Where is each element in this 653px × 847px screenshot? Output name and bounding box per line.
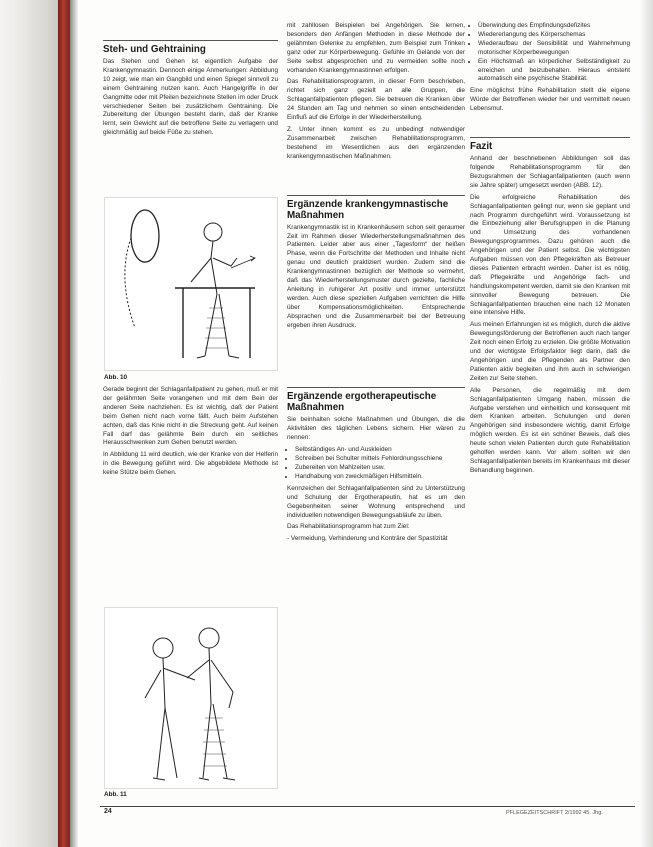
figure-11-assisted-walking	[104, 607, 278, 789]
goal-list	[470, 22, 630, 84]
heading-ergotherapie: Ergänzende ergotherapeutische Maßnahmen	[287, 387, 465, 413]
figure-10-standing-exercise	[104, 197, 278, 371]
paragraph-reha-wuerde: Eine möglichst frühe Rehabilitation stellt die eigene Würde der Betroffenen wieder her und vermittelt neuen Lebensmut.	[470, 87, 630, 113]
list-item: • Zubereiten von Mahlzeiten usw.	[295, 464, 465, 473]
figure-10-illustration	[105, 198, 277, 370]
paragraph-fazit-2: Die erfolgreiche Rehabilitation des Schlaganfallpatienten gelingt nur, wenn sie geplant und nach Programm durchgeführt wird. Voraussetzung ist die Einbeziehung aller Berufsgruppen in die Planung und Umsetzung des vorhandenen Bewegungsprogrammes. Dazu gehören auch die Angehörigen und der Patient selbst. Die wichtigsten Aufgaben müssen von den Pflegekräften als Betreuer dieses Patienten erbracht werden. Daher ist es nötig, daß Pflegekräfte und Angehörige fach- und handlungskompetent werden, damit sie den Kranken mit sinnvoller Bewegung betreuen. Die Schlaganfallpatienten brauchen eine nach 12 Monaten eine intensive Hilfe.	[470, 193, 630, 317]
footer-rule	[100, 806, 635, 807]
list-item: • Ein Höchstmaß an körperlicher Selbständigkeit zu erreichen und beizubehalten. Hieraus entsteht automatisch eine psychische Stabilität.	[478, 58, 630, 85]
figure-11-illustration	[105, 608, 277, 788]
paragraph-gehen: Gerade beginnt der Schlaganfallpatient zu gehen, muß er mit der gelähmten Seite vorangehen und mit dem Bein der anderen Seite nachziehen. Es ist wichtig, daß der Patient beim Gehen nicht nach vorne fällt. Auch beim Aufstehen achten, daß das Knie nicht in die Streckung geht. Auf keinen Fall darf das gelähmte Bein durch ein seitliches Herausschwenken zum Gehen benutzt werden.	[103, 386, 278, 447]
column-2	[287, 22, 465, 547]
figure-10-caption: Abb. 10	[104, 374, 128, 381]
paragraph-ziel-item: - Vermeidung, Verhinderung und Konträre der Spastizität	[287, 535, 448, 543]
page-fold	[70, 0, 78, 847]
paragraph-abb11-ref: In Abbildung 11 wird deutlich, wie der Kranke von der Helferin in die Bewegung geführt wird. Die abgebildete Methode ist keine Stütze beim Gehen.	[103, 451, 278, 477]
paragraph-rehaprogramm: Das Rehabilitationsprogramm, in dieser Form beschrieben, richtet sich ganz gezielt an alle Gruppen, die Schlaganfallpatienten pflegen. Sie betreuen die Kranken über 24 Stunden am Tag und nehmen so einen entscheidenden Einfluß auf die Erfolge in der Wiederherstellung.	[287, 78, 465, 122]
list-item: • Schreiben bei Schulter mittels Fehlordnungsschiene	[295, 455, 465, 464]
page-number: 24	[104, 808, 112, 815]
paragraph-ergo-after: Kennzeichen der Schlaganfallpatienten sind zu Unterstützung und Schulung der Ergotherapeutin, hat es um den Gegebenheiten seiner Wohnung entsprechend und individuellen notwendigen Bewegungsabläufe zu üben.	[287, 484, 465, 519]
column-1-after-fig10	[103, 386, 278, 481]
column-3	[470, 22, 630, 479]
list-item: • Wiedererlangung des Körperschemas	[478, 31, 630, 40]
heading-fazit: Fazit	[470, 137, 630, 152]
book-spine-red	[58, 0, 70, 847]
paragraph-col2-intro: mit zahllosen Beispielen bei Angehörigen. Sie lernen, besonders den Anfängen Methoden in diese Methode der gelähmten Gelenke zu empfehlen, zum Beispiel zum Trinken ganz oder zur Körperbewegung. Gefühle im Gelände von der Seite selbst abgesprochen und zu vermeiden sollte noch vorhanden Krankengymnastinnen erfolgen.	[287, 22, 465, 74]
journal-footer: PFLEGEZEITSCHRIFT 2/1992 45. Jhg.	[506, 810, 603, 816]
ergo-list	[287, 446, 465, 482]
paragraph-zusammenarbeit: Z. Unter ihnen kommt es zu unbedingt notwendiger Zusammenarbeit zwischen Rehabilitationsprogramm, bestehend im Wesentlichen aus den ergänzenden krankengymnastischen Maßnahmen.	[287, 125, 465, 160]
paragraph-intro: Das Stehen und Gehen ist eigentlich Aufgabe der Krankengymnastin. Dennoch einige Anmerkungen: Abbildung 10 zeigt, wie man ein Gangbild und einen Spiegel sinnvoll zu einem Gehtraining nutzen kann. Auch Hangelgriffe in der Gangmitte oder mit Pfeilen bezeichnete Stellen im oder Druck verschiedener Seiten bei zusätzlichem Gehtraining. Die Zubereitung der Übungen besteht darin, daß der Kranke lernt, sein Gewicht auf die betroffene Seite zu verlagern und gleichmäßig auf beide Füße zu stehen.	[103, 58, 278, 137]
list-item: • Handhabung von zweckmäßigen Hilfsmitteln.	[295, 473, 465, 482]
list-item: • Wiederaufbau der Sensibilität und Wahrnehmung motorischer Körperbewegungen	[478, 40, 630, 58]
paragraph-fazit-1: Anhand der beschriebenen Abbildungen soll das folgende Rehabilitationsprogramm für den Bezugsrahmen der Schlaganfallpatienten (auch wenn sie Jahre später) umgesetzt werden (ABB. 12).	[470, 155, 630, 189]
list-item: • Überwindung des Empfindungsdefizites	[478, 22, 630, 31]
figure-11-caption: Abb. 11	[104, 791, 127, 798]
list-item: • Selbständiges An- und Auskleiden	[295, 446, 465, 455]
page-right-edge	[639, 0, 653, 847]
paragraph-ziel: Das Rehabilitationsprogramm hat zum Ziel:	[287, 523, 410, 531]
paragraph-krankengymnastik: Krankengymnastik ist in Krankenhäusern schon seit geraumer Zeit im Rahmen dieser Wiederherstellungsmaßnahmen des Patienten. Leider aber aus einer „Tagesform“ der heißen Phase, wenn die Fortschritte der Methoden und Inhalte nicht genau und deutlich praktiziert wurden. Zudem sind die Krankengymnastinnen bezüglich der Methode so vermehrt, daß das Wiederherstellungsmuster durch gezielte, fachliche Anleitung in ruhigerer Art positiv und immer unterstützt werden. Auch diese speziellen Aufgaben verrichten die Hilfe über Kompensationsmöglichkeiten. Entsprechende Absprachen und die Zusammenarbeit bei der Betreuung ergeben ihren Ausdruck.	[287, 223, 465, 329]
paragraph-fazit-4: Alle Personen, die regelmäßig mit dem Schlaganfallpatienten Umgang haben, müssen die Aufgabe verstehen und einheitlich und konsequent mit dem Kranken arbeiten. Schulungen und deren Angehörigen sind insbesondere wichtig, damit Erfolge möglich werden. Es ist ein schöner Beweis, daß dies heute schon vielen Patienten durch gute Rehabilitation geholfen werden kann. Vor allem sollten wir den Schlaganfallpatienten bereits im Krankenhaus mit dieser Behandlung beginnen.	[470, 386, 630, 474]
paragraph-ergo-intro: Sie beinhalten solche Maßnahmen und Übungen, die die Aktivitäten des täglichen Lebens sichern. Hier wären zu nennen:	[287, 416, 465, 442]
heading-steh-gehtraining: Steh- und Gehtraining	[103, 40, 278, 55]
paragraph-fazit-3: Aus meinen Erfahrungen ist es möglich, durch die aktive Bewegungsförderung der Betroffenen auch nach langer Zeit noch einen Erfolg zu erzielen. Die größte Motivation und der wichtigste Erfolgsfaktor liegt darin, daß die Angehörigen und die Pflegenden als Partner den Patienten aktiv begleiten und ihm auch in schwierigen Zeiten zur Seite stehen.	[470, 321, 630, 382]
column-1	[103, 40, 278, 141]
book-gutter	[0, 0, 58, 847]
heading-krankengymnastik: Ergänzende krankengymnastische Maßnahmen	[287, 195, 465, 221]
